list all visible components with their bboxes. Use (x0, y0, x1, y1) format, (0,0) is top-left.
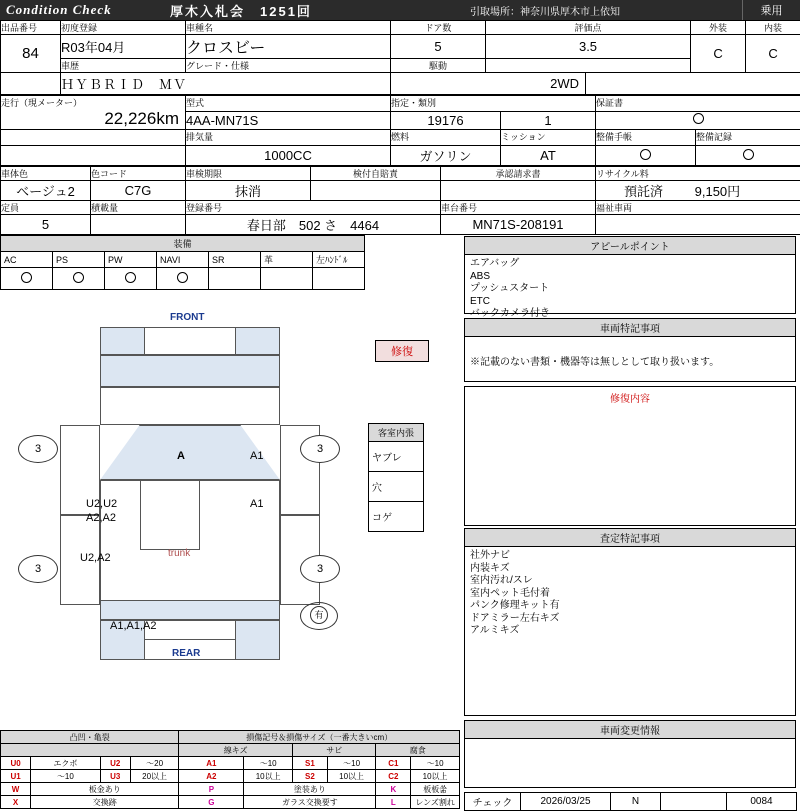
check-blank (661, 793, 727, 811)
equipment-table (0, 235, 461, 290)
seats-value: 5 (1, 215, 91, 235)
header-bar (0, 0, 800, 20)
legend-r4-c1: X (1, 796, 31, 809)
diagram-front-left-corner (100, 327, 145, 355)
equip-label-ps: PS (53, 252, 105, 268)
ext-value: C (691, 35, 746, 73)
type-value: 4AA-MN71S (186, 111, 391, 129)
legend-scratch-title: 線キズ (179, 744, 293, 757)
special-notes-line-1: ※記載のない書類・機器等は無しとして取り扱います。 (470, 357, 790, 370)
mark-a1-rear: A1 (250, 498, 263, 510)
interior-row-ana: 穴 (369, 472, 424, 502)
color-value: ベージュ2 (1, 181, 91, 201)
circle-icon (640, 149, 651, 160)
appeal-line-1: エアバッグ (470, 258, 790, 271)
mark-a1-front: A1 (250, 450, 263, 462)
interior-title: 客室内張 (369, 424, 424, 442)
check-date: 2026/03/25 (521, 793, 611, 811)
history-value (1, 73, 61, 95)
wheel-rear-left: 3 (18, 555, 58, 583)
equip-label-navi: NAVI (157, 252, 209, 268)
shaken-value: 抹消 (186, 181, 311, 201)
appeal-line-3: プッシュスタート (470, 283, 790, 296)
mark-rear-row: A1,A1,A2 (110, 620, 156, 632)
record-label: 整備記録 (696, 130, 800, 146)
wheel-front-left: 3 (18, 435, 58, 463)
welfare-value (596, 215, 800, 235)
equip-label-leather: 革 (261, 252, 313, 268)
appeal-line-4: ETC (470, 296, 790, 309)
appraisal-line-1: 社外ナビ (470, 550, 790, 563)
doors-label: ドア数 (391, 21, 486, 35)
main-body (0, 235, 800, 811)
trunk-label: trunk (168, 548, 190, 559)
appraisal-notes-body (465, 547, 795, 641)
drive-label: 駆動 (391, 59, 486, 73)
right-column (460, 235, 800, 811)
class2-value: 1 (501, 111, 596, 129)
equip-label-lhd: 左ﾊﾝﾄﾞﾙ (313, 252, 365, 268)
legend-r1-c5: A1 (179, 757, 244, 770)
first-reg-value: R03年04月 (61, 35, 186, 59)
int-label: 内装 (746, 21, 800, 35)
diagram-windshield (100, 387, 280, 425)
legend-rust-title: サビ (293, 744, 376, 757)
first-reg-label: 初度登録 (61, 21, 186, 35)
equip-mark-ps (53, 268, 105, 290)
legend-r1-c7: S1 (293, 757, 328, 770)
change-info-title: 車両変更情報 (465, 721, 795, 739)
circle-icon (177, 272, 188, 283)
mission-label: ミッション (501, 130, 596, 146)
check-table (464, 792, 797, 811)
appraisal-line-3: 室内汚れ/スレ (470, 575, 790, 588)
spare-tire-outer (300, 602, 338, 630)
appraisal-notes-panel (464, 528, 796, 716)
recycle-state: 預託済 (596, 181, 691, 200)
kenpu-value (311, 181, 441, 201)
appeal-title: アピールポイント (465, 237, 795, 255)
seats-label: 定員 (1, 201, 91, 215)
welfare-label: 福祉車両 (596, 201, 800, 215)
check-mark: N (611, 793, 661, 811)
interior-lining-table (368, 423, 424, 532)
equip-mark-leather (261, 268, 313, 290)
repair-detail-title: 修復内容 (465, 387, 795, 406)
diagram-rear-right-corner (235, 620, 280, 660)
damage-diagram (0, 290, 460, 730)
class1-value: 19176 (391, 111, 501, 129)
mark-a2a2: A2,A2 (86, 512, 116, 524)
pickup-place: 引取場所：神奈川県厚木市上依知 (470, 3, 742, 18)
load-value (91, 215, 186, 235)
repair-detail-body (465, 406, 795, 412)
appraisal-line-6: ドアミラー左右キズ (470, 613, 790, 626)
history-label: 車歴 (61, 59, 186, 73)
legend-r2-c2: ～10 (31, 770, 101, 783)
record-value (696, 146, 800, 166)
warranty-label: 保証書 (596, 96, 800, 112)
appeal-line-5: バックカメラ付き (470, 308, 790, 321)
legend-r3-c3: P (179, 783, 244, 796)
legend-r1-c6: ～10 (244, 757, 293, 770)
mileage-cell (1, 96, 186, 130)
circle-icon (743, 149, 754, 160)
spare-tire-mark: 有 (310, 606, 328, 624)
auction-title: 厚木入札会 1251回 (170, 1, 470, 20)
appraisal-line-2: 内装キズ (470, 563, 790, 576)
equip-label-pw: PW (105, 252, 157, 268)
mark-u2u2: U2,U2 (86, 498, 117, 510)
top-spacer-2 (1, 146, 186, 166)
reg-no-value: 春日部 502 さ 4464 (186, 215, 441, 235)
equip-mark-ac (1, 268, 53, 290)
legend-r3-c4: 塗装あり (244, 783, 376, 796)
color-label: 車体色 (1, 167, 91, 181)
recycle-value (596, 181, 800, 201)
reg-no-label: 登録番号 (186, 201, 441, 215)
legend-r2-c5: A2 (179, 770, 244, 783)
wheel-front-right: 3 (300, 435, 340, 463)
kenpu-label: 検付自賠責 (311, 167, 441, 181)
diagram-front-right-corner (235, 327, 280, 355)
wheel-rear-right: 3 (300, 555, 340, 583)
type-label: 型式 (186, 96, 391, 112)
shounin-label: 承認請求書 (441, 167, 596, 181)
vehicle-info-table (0, 20, 800, 95)
legend-r2-c3: U3 (100, 770, 130, 783)
special-notes-title: 車両特記事項 (465, 319, 795, 337)
legend-r4-c6: レンズ割れ (411, 796, 460, 809)
diagram-hood (100, 355, 280, 387)
appeal-body (465, 255, 795, 324)
interior-row-koge: コゲ (369, 502, 424, 532)
repair-button[interactable]: 修復 (375, 340, 429, 362)
appraisal-notes-title: 査定特記事項 (465, 529, 795, 547)
class-label: 指定・類別 (391, 96, 596, 112)
mark-a: A (177, 450, 185, 462)
mileage-label: 走行（現メーター） (1, 96, 185, 109)
diagram-rear-glass (100, 600, 280, 620)
doors-value: 5 (391, 35, 486, 59)
mileage-value: 22,226km (1, 109, 185, 129)
interior-row-yabure: ヤブレ (369, 442, 424, 472)
color-code-value: C7G (91, 181, 186, 201)
manual-value (596, 146, 696, 166)
legend-r3-c1: W (1, 783, 31, 796)
equip-mark-pw (105, 268, 157, 290)
vehicle-spec-table (0, 95, 800, 166)
displacement-value: 1000CC (186, 146, 391, 166)
legend-r4-c3: G (179, 796, 244, 809)
legend-r4-c2: 交換跡 (31, 796, 179, 809)
rear-label: REAR (172, 648, 200, 659)
drive-blank (486, 59, 691, 73)
legend-r2-c9: C2 (376, 770, 411, 783)
appeal-panel (464, 236, 796, 314)
legend-r1-c9: C1 (376, 757, 411, 770)
repair-detail-panel (464, 386, 796, 526)
special-notes-body (465, 337, 795, 373)
check-label: チェック (465, 793, 521, 811)
equip-label-ac: AC (1, 252, 53, 268)
equip-label-sr: SR (209, 252, 261, 268)
mission-value: AT (501, 146, 596, 166)
special-notes-panel (464, 318, 796, 382)
vin-value: MN71S-208191 (441, 215, 596, 235)
legend-r1-c10: ～10 (411, 757, 460, 770)
legend-r3-c6: 板板쑮 (411, 783, 460, 796)
brand-title: Condition Check (0, 2, 170, 18)
equipment-title: 装備 (1, 236, 365, 252)
appraisal-line-4: 室内ペット毛付着 (470, 588, 790, 601)
model-name-label: 車種名 (186, 21, 391, 35)
manual-label: 整備手帳 (596, 130, 696, 146)
equip-mark-sr (209, 268, 261, 290)
vin-label: 車台番号 (441, 201, 596, 215)
check-no: 0084 (727, 793, 797, 811)
legend-r4-c5: L (376, 796, 411, 809)
recycle-amount: 9,150円 (695, 184, 741, 199)
grade-value: ＨＹＢＲＩＤ ＭＶ (61, 73, 391, 95)
vehicle-category: 乗用 (742, 0, 800, 20)
legend-size-title: 損傷記号＆損傷サイズ（一番大きいcm） (179, 731, 460, 744)
drive-value: 2WD (391, 73, 586, 95)
shaken-label: 車検期限 (186, 167, 311, 181)
legend-r1-c8: ～10 (327, 757, 376, 770)
legend-blank (1, 744, 179, 757)
legend-r2-c6: 10以上 (244, 770, 293, 783)
mileage-note (1, 130, 186, 146)
ext-label: 外装 (691, 21, 746, 35)
legend-r3-c2: 板金あり (31, 783, 179, 796)
fuel-value: ガソリン (391, 146, 501, 166)
fuel-label: 燃料 (391, 130, 501, 146)
vehicle-color-table (0, 166, 800, 235)
legend-r2-c4: 20以上 (130, 770, 179, 783)
legend-dent-title: 凸凹・亀裂 (1, 731, 179, 744)
diagram-roof-center (140, 480, 200, 550)
left-column (0, 235, 460, 811)
equip-mark-navi (157, 268, 209, 290)
legend-r3-c5: K (376, 783, 411, 796)
lot-number: 84 (1, 35, 61, 73)
score-value: 3.5 (486, 35, 691, 59)
top-spacer-1 (586, 73, 800, 95)
appraisal-line-7: アルミキズ (470, 625, 790, 638)
legend-r2-c8: 10以上 (327, 770, 376, 783)
legend-r1-c4: ～20 (130, 757, 179, 770)
shounin-value (441, 181, 596, 201)
mark-u2a2: U2,A2 (80, 552, 111, 564)
legend-corrosion-title: 腐食 (376, 744, 460, 757)
score-label: 評価点 (486, 21, 691, 35)
change-info-body (465, 739, 795, 745)
circle-icon (693, 113, 704, 124)
legend-r1-c2: エクボ (31, 757, 101, 770)
front-label: FRONT (170, 312, 204, 323)
legend-r2-c7: S2 (293, 770, 328, 783)
legend-r4-c4: ガラス交換要す (244, 796, 376, 809)
color-code-label: 色コード (91, 167, 186, 181)
circle-icon (21, 272, 32, 283)
lot-label: 出品番号 (1, 21, 61, 35)
displacement-label: 排気量 (186, 130, 391, 146)
circle-icon (73, 272, 84, 283)
change-info-panel (464, 720, 796, 788)
model-name-value: クロスビー (186, 35, 391, 59)
circle-icon (125, 272, 136, 283)
appraisal-line-5: パンク修理キット有 (470, 600, 790, 613)
legend-r1-c3: U2 (100, 757, 130, 770)
appeal-line-2: ABS (470, 271, 790, 284)
warranty-value (596, 111, 800, 129)
legend-r2-c10: 10以上 (411, 770, 460, 783)
legend-r2-c1: U1 (1, 770, 31, 783)
legend-table (0, 730, 460, 809)
int-value: C (746, 35, 800, 73)
legend-r1-c1: U0 (1, 757, 31, 770)
load-label: 積載量 (91, 201, 186, 215)
grade-label: グレード・仕様 (186, 59, 391, 73)
equip-mark-lhd (313, 268, 365, 290)
recycle-label: リサイクル料 (596, 167, 800, 181)
